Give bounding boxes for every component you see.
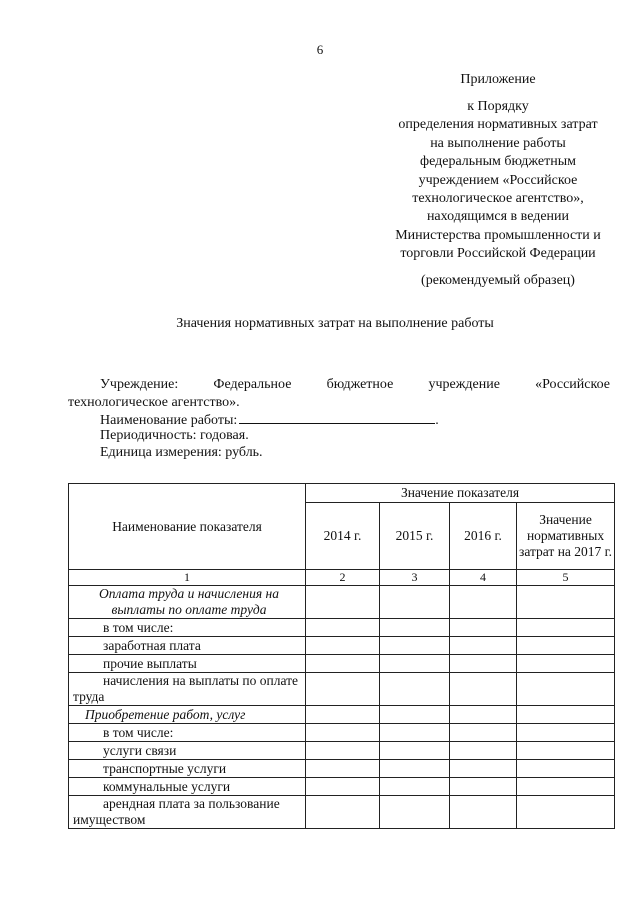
value-cell[interactable] — [306, 706, 380, 724]
appendix-title: Приложение — [460, 72, 536, 87]
table-row — [69, 619, 615, 637]
value-cell[interactable] — [517, 760, 615, 778]
value-cell[interactable] — [517, 637, 615, 655]
value-cell[interactable] — [450, 586, 517, 619]
value-cell[interactable] — [306, 637, 380, 655]
institution-line-continued: технологическое агентство». — [68, 395, 240, 410]
table-row — [69, 673, 615, 706]
institution-word: бюджетное — [326, 377, 394, 392]
row-label: заработная плата — [69, 637, 306, 655]
work-name-end: . — [435, 413, 439, 428]
row-label: начисления на выплаты по оплате труда — [69, 673, 306, 706]
document-title: Значения нормативных затрат на выполнение работы — [176, 316, 494, 331]
appendix-line: учреждением «Российское — [418, 172, 578, 188]
unit-of-measure: Единица измерения: рубль. — [100, 445, 263, 460]
value-cell[interactable] — [306, 778, 380, 796]
work-name-label: Наименование работы: — [100, 413, 238, 428]
table-row — [69, 637, 615, 655]
header-indicator: Наименование показателя — [69, 484, 306, 570]
header-norm: Значение нормативных затрат на 2017 г. — [517, 503, 615, 570]
row-label: Оплата труда и начисления на выплаты по оплате труда — [69, 586, 306, 619]
value-cell[interactable] — [306, 742, 380, 760]
row-label: Приобретение работ, услуг — [69, 706, 306, 724]
value-cell[interactable] — [517, 742, 615, 760]
institution-word: учреждение — [428, 377, 500, 392]
value-cell[interactable] — [450, 637, 517, 655]
row-label: в том числе: — [69, 724, 306, 742]
value-cell[interactable] — [306, 760, 380, 778]
header-year: 2015 г. — [380, 503, 450, 570]
value-cell[interactable] — [380, 673, 450, 706]
column-number: 1 — [69, 570, 306, 586]
appendix-line: к Порядку — [467, 99, 529, 114]
cost-values-table — [68, 483, 615, 829]
appendix-line: определения нормативных затрат — [398, 117, 598, 133]
page-number: 6 — [316, 42, 324, 57]
row-label: услуги связи — [69, 742, 306, 760]
value-cell[interactable] — [380, 742, 450, 760]
appendix-line: находящимся в ведении — [426, 209, 570, 225]
column-number: 4 — [450, 570, 517, 586]
value-cell[interactable] — [380, 655, 450, 673]
value-cell[interactable] — [450, 724, 517, 742]
institution-word: «Российское — [535, 377, 610, 392]
value-cell[interactable] — [306, 586, 380, 619]
value-cell[interactable] — [306, 724, 380, 742]
value-cell[interactable] — [517, 673, 615, 706]
value-cell[interactable] — [380, 586, 450, 619]
table-row — [69, 778, 615, 796]
work-name-field — [100, 411, 439, 429]
value-cell[interactable] — [517, 778, 615, 796]
column-number: 5 — [517, 570, 615, 586]
value-cell[interactable] — [450, 706, 517, 724]
column-number: 2 — [306, 570, 380, 586]
row-label: транспортные услуги — [69, 760, 306, 778]
table-row — [69, 760, 615, 778]
table-row — [69, 586, 615, 619]
value-cell[interactable] — [306, 655, 380, 673]
value-cell[interactable] — [450, 742, 517, 760]
value-cell[interactable] — [450, 655, 517, 673]
value-cell[interactable] — [450, 619, 517, 637]
value-cell[interactable] — [306, 619, 380, 637]
appendix-reference — [368, 98, 628, 264]
institution-word: Учреждение: — [100, 377, 179, 392]
value-cell[interactable] — [517, 655, 615, 673]
value-cell[interactable] — [517, 706, 615, 724]
value-cell[interactable] — [450, 673, 517, 706]
value-cell[interactable] — [517, 796, 615, 829]
appendix-line: Министерства промышленности и — [395, 227, 601, 243]
row-label: в том числе: — [69, 619, 306, 637]
appendix-line: на выполнение работы — [430, 135, 566, 151]
institution-word: Федеральное — [213, 377, 292, 392]
appendix-line: торговли Российской Федерации — [400, 246, 596, 262]
value-cell[interactable] — [380, 706, 450, 724]
value-cell[interactable] — [517, 619, 615, 637]
value-cell[interactable] — [517, 724, 615, 742]
work-name-blank[interactable] — [239, 411, 435, 424]
appendix-line: технологическое агентство», — [412, 191, 584, 207]
periodicity: Периодичность: годовая. — [100, 428, 249, 443]
column-number: 3 — [380, 570, 450, 586]
sample-note: (рекомендуемый образец) — [421, 273, 575, 288]
row-label: арендная плата за пользование имуществом — [69, 796, 306, 829]
table-row — [69, 796, 615, 829]
value-cell[interactable] — [517, 586, 615, 619]
appendix-line: федеральным бюджетным — [420, 154, 576, 170]
value-cell[interactable] — [380, 796, 450, 829]
value-cell[interactable] — [306, 796, 380, 829]
value-cell[interactable] — [450, 796, 517, 829]
value-cell[interactable] — [306, 673, 380, 706]
value-cell[interactable] — [450, 760, 517, 778]
value-cell[interactable] — [380, 619, 450, 637]
row-label: коммунальные услуги — [69, 778, 306, 796]
table-row — [69, 706, 615, 724]
institution-line — [100, 377, 610, 393]
table-row — [69, 742, 615, 760]
table-row — [69, 724, 615, 742]
header-group: Значение показателя — [306, 484, 615, 503]
value-cell[interactable] — [380, 724, 450, 742]
header-year: 2014 г. — [306, 503, 380, 570]
table-row — [69, 655, 615, 673]
value-cell[interactable] — [380, 778, 450, 796]
value-cell[interactable] — [380, 637, 450, 655]
value-cell[interactable] — [380, 760, 450, 778]
value-cell[interactable] — [450, 778, 517, 796]
header-year: 2016 г. — [450, 503, 517, 570]
row-label: прочие выплаты — [69, 655, 306, 673]
